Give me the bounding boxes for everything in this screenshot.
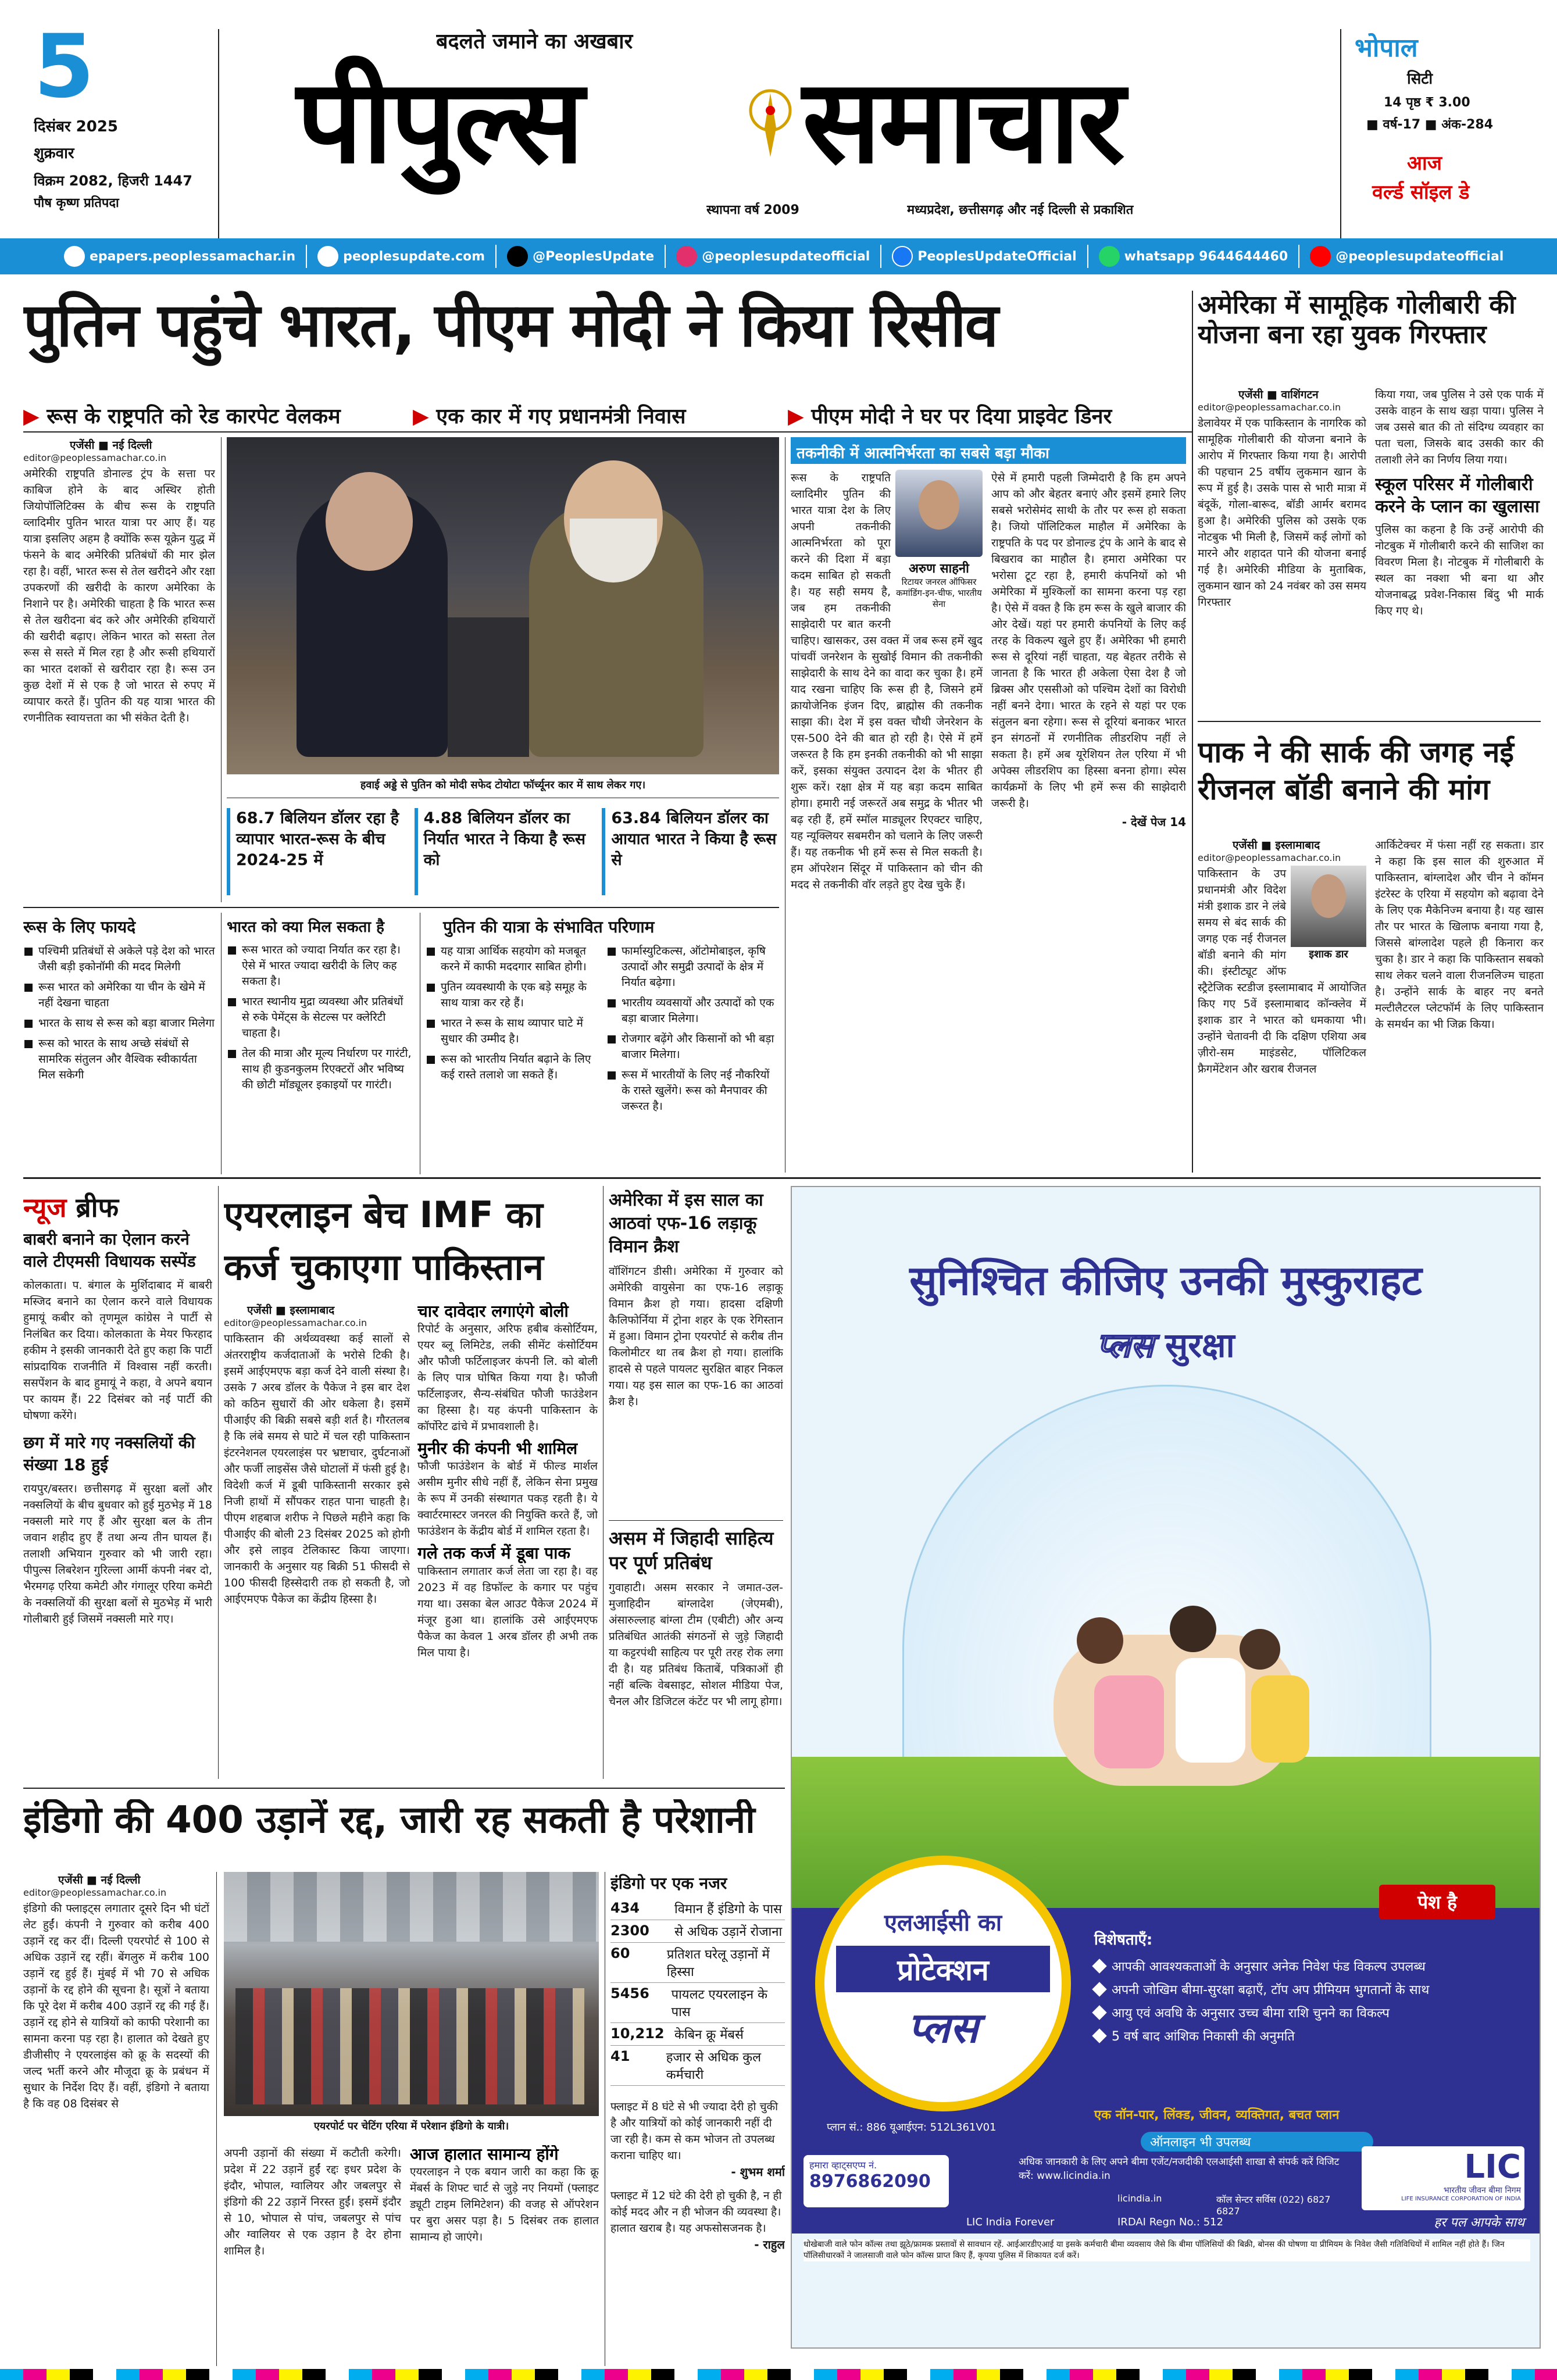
outcome-item: भारतीय व्यवसायों और उत्पादों को एक बड़ा बाजार मिलेगा। — [606, 995, 779, 1027]
ad-disclaimer: धोखेबाजी वाले फोन कॉल्स तथा झूठे/फ्रामक प्रस्तावों से सावधान रहें. आईआरडीएआई या इसके कर्मचारी बीमा व्यवसाय जैसे कि बीमा पॉलिसियों की बिक्री, बोनस की घोषणा या प्रीमियम के निवेश जैसी गतिविधियों में शामिल नहीं होते हैं। जिन पॉलिसीधारकों ने जालसाजी वाले फोन कॉल्स प्राप्त किए हैं, कृपया पुलिस में शिकायत दर्ज करें। — [804, 2239, 1530, 2261]
pak-imf-email: editor@peoplessamachar.co.in — [224, 1317, 367, 1328]
india-gain-title: भारत को क्या मिल सकता है — [227, 919, 384, 936]
indigo-fact-box — [610, 1872, 785, 2093]
ad-feature: 5 वर्ष बाद आंशिक निकासी की अनुमति — [1094, 2027, 1524, 2045]
youtube-icon — [1310, 246, 1331, 267]
outcome-item: यह यात्रा आर्थिक सहयोग को मजबूत करने में काफी मददगार साबित होगी। — [426, 944, 598, 975]
date-block — [34, 23, 208, 233]
outcome-item: रोजगार बढ़ेंगे और किसानों को भी बड़ा बाजार मिलेगा। — [606, 1031, 779, 1063]
ad-feature: आयु एवं अवधि के अनुसार उच्च बीमा राशि चुनने का विकल्प — [1094, 2004, 1524, 2021]
news-brief — [23, 1189, 212, 1782]
newspaper-title — [279, 52, 1372, 198]
indigo-fact-row: 60 प्रतिशत घरेलू उड़ानों में हिस्सा — [610, 1943, 785, 1983]
ad-website[interactable]: licindia.in — [1117, 2193, 1162, 2204]
brief-1-body: कोलकाता। प. बंगाल के मुर्शिदाबाद में बाबरी मस्जिद बनाने का ऐलान करने वाले विधायक हुमायूं कबीर को तृणमूल कांग्रेस ने पार्टी से निलंबित कर दिया। कोलकाता के मेयर फिरहाद हकीम ने इसकी जानकारी देते हुए कहा कि पार्टी सांप्रदायिक राजनीति में विश्वास नहीं करती। ससपेंशन के बाद हुमायूं ने कहा, वे अपने बयान पर कायम हैं। 22 दिसंबर को नई पार्टी की घोषणा करेंगे। — [23, 1279, 212, 1422]
interview-col-2 — [991, 470, 1186, 1167]
ad-online: ऑनलाइन भी उपलब्ध — [1141, 2132, 1373, 2152]
outcome-item: रूस को भारतीय निर्यात बढ़ाने के लिए कई रास्ते तलाशे जा सकते हैं। — [426, 1052, 598, 1083]
pen-logo-icon — [738, 87, 802, 163]
date-day: 5 — [34, 23, 95, 117]
ishaq-dar-caption: इशाक डार — [1309, 948, 1348, 960]
lic-name: भारतीय जीवन बीमा निगम — [1443, 2186, 1521, 2195]
indigo-subhead: आज हालात सामान्य होंगे — [410, 2145, 559, 2164]
indigo-fact-row: 434 विमान हैं इंडिगो के पास — [610, 1897, 785, 1920]
usa-story-col2 — [1375, 387, 1544, 764]
indigo-photo — [224, 1872, 599, 2116]
indigo-dateline: एजेंसी ■ नई दिल्ली — [58, 1874, 141, 1886]
registration-strip — [0, 2369, 1557, 2380]
ad-headline: सुनिश्चित कीजिए उनकी मुस्कुराहट — [909, 1257, 1422, 1305]
pak-saarc-dateline: एजेंसी ■ इस्लामाबाद — [1233, 839, 1320, 852]
pak-imf-headline: एयरलाइन बेच IMF का कर्ज चुकाएगा पाकिस्तान — [224, 1193, 544, 1288]
pak-imf-dateline: एजेंसी ■ इस्लामाबाद — [247, 1304, 335, 1317]
protection-plus-badge — [815, 1856, 1071, 2111]
indigo-fact-row: 5456 पायलट एयरलाइन के पास — [610, 1983, 785, 2023]
outcome-item: रूस में भारतीयों के लिए नई नौकरियों के रास्ते खुलेंगे। रूस को मैनपावर की जरूरत है। — [606, 1067, 779, 1114]
whatsapp-icon — [1099, 246, 1120, 267]
stat-1: 68.7 बिलियन डॉलर रहा है व्यापार भारत-रूस के बीच 2024-25 में — [227, 808, 404, 895]
usa-story — [1198, 387, 1366, 764]
globe-icon — [64, 246, 85, 267]
usa-subhead: स्कूल परिसर में गोलीबारी करने के प्लान का खुलासा — [1375, 474, 1540, 517]
pak-saarc-col1 — [1198, 837, 1366, 1174]
ad-tagline: हर पल आपके साथ — [1434, 2215, 1524, 2230]
masthead — [0, 0, 1557, 265]
ad-feature: अपनी जोखिम बीमा-सुरक्षा बढ़ाएँ, टॉप अप प्रीमियम भुगतानों के साथ — [1094, 1981, 1524, 1998]
ad-whatsapp-no[interactable]: 8976862090 — [809, 2171, 931, 2192]
outcome-title: पुतिन की यात्रा के संभावित परिणाम — [443, 917, 655, 937]
pages-price: 14 पृष्ठ ₹ 3.00 — [1384, 95, 1470, 110]
lic-advertisement — [791, 1186, 1541, 2349]
indigo-col1 — [23, 1872, 209, 2366]
news-brief-label-a: न्यूज — [23, 1192, 67, 1223]
indigo-col2 — [224, 2145, 401, 2366]
indigo-sub-body: एयरलाइन ने एक बयान जारी का कहा कि क्रू मेंबर्स के शिफ्ट चार्ट से जुड़े नए नियमों (फ्लाइट ड्यूटी टाइम लिमिटेशन) की वजह से ऑपरेशन पर बुरा असर पड़ा है। 5 दिसंबर तक हालात सामान्य हो जाएंगे। — [410, 2165, 599, 2244]
pak-saarc-col2 — [1375, 837, 1544, 1174]
lic-logo: LIC भारतीय जीवन बीमा निगम LIFE INSURANCE CORPORATION OF INDIA — [1362, 2146, 1524, 2210]
stat-2: 4.88 बिलियन डॉलर का निर्यात भारत ने किया है रूस को — [415, 808, 592, 895]
interview-col-1 — [791, 470, 983, 1167]
ad-irdai: IRDAI Regn No.: 512 — [1117, 2216, 1224, 2228]
ad-info-text: अधिक जानकारी के लिए अपने बीमा एजेंट/नजदीकी एलआईसी शाखा से संपर्क करें विजिट करें: www.licindia.in — [1019, 2156, 1340, 2182]
pak-saarc-email: editor@peoplessamachar.co.in — [1198, 852, 1341, 863]
pak-saarc-body-1: पाकिस्तान के उप प्रधानमंत्री और विदेश मंत्री इशाक डार ने लंबे समय से बंद सार्क की जगह एक नई रीजनल बॉडी बनाने की मांग की। इंस्टीट्यूट ऑफ स्ट्रैटेजिक स्टडीज इस्लामाबाद में आयोजित किए गए 5वें इस्लामाबाद कॉन्क्लेव में इशाक डार ने भारत को धमकाया भी। उन्होंने चेतावनी दी कि दक्षिण एशिया अब ज़ीरो-सम माइंडसेट, पॉलिटिकल फ्रैगमेंटेशन और खराब रीजनल — [1198, 867, 1366, 1075]
lead-body: अमेरिकी राष्ट्रपति डोनाल्ड ट्रंप के सत्ता पर काबिज होने के बाद अस्थिर होती जियोपॉलिटिक्स के बीच रूस के राष्ट्रपति व्लादिमीर पुतिन भारत यात्रा पर आए हैं। यह यात्रा इसलिए अहम है क्योंकि रूस यूक्रेन युद्ध में फंसने के बाद अमेरिकी प्रतिबंधों की मार झेल रहा है। वहीं, भारत रूस से तेल खरीदने और रक्षा उपकरणों की खरीदी के कारण अमेरिका के निशाने पर है। अमेरिकी चाहता है कि भारत रूस से तेल खरीदना बंद करे और अमेरिकी हथियारों की खरीदी बढ़ाए। लेकिन भारत को सस्ता तेल रूस से सस्ते में मिल रहा है और रूसी हथियारों का भारत दशकों से खरीदार रहा है। रूस उन कुछ देशों में से एक है जो भारत से रुपए में व्यापार करते हैं। पुतिन की यह यात्रा भारत की रणनीतिक स्वायत्तता का भी संकेत देती है। — [23, 467, 215, 724]
usa-dateline: एजेंसी ■ वाशिंगटन — [1238, 388, 1319, 401]
brief-2-body: रायपुर/बस्तर। छत्तीसगढ़ में सुरक्षा बलों और नक्सलियों के बीच बुधवार को हुई मुठभेड़ में 18 नक्सली मारे गए हैं और सुरक्षा बल के तीन जवान शहीद हुए हैं तथा अन्य तीन घायल हैं। तलाशी अभियान गुरुवार को भी जारी रहा। पीपुल्स लिबरेशन गुरिल्ला आर्मी कंपनी नंबर दो, भैरमगढ़ एरिया कमेटी और गंगालूर एरिया कमेटी के नक्सलियों की सुरक्षा बलों से मुठभेड़ में भारी गोलीबारी हुई जिसमें नक्सली मारे गए। — [23, 1482, 212, 1625]
facebook-icon — [892, 246, 913, 267]
edition-block — [1355, 29, 1547, 238]
russia-benefit-item: पश्चिमी प्रतिबंधों से अकेले पड़े देश को भारत जैसी बड़ी इकोनॉमी की मदद मिलेगी — [23, 944, 215, 975]
social-youtube[interactable]: @peoplesupdateofficial — [1310, 246, 1504, 267]
interview-body-2: ऐसे में हमारी पहली जिम्मेदारी है कि हम अपने आप को और बेहतर बनाएं और इसमें हमारे लिए सबसे भरोसेमंद साथी के तौर पर रूस हो सकता है। जियो पॉलिटिकल माहौल में अमेरिका के राष्ट्रपति के पद पर डोनाल्ड ट्रंप के आने के बाद से बिखराव का माहौल है। हमारा अमेरिका पर भरोसा टूट रहा है, हमारी कंपनियों को भी अमेरिका में मुश्किलों का सामना करना पड़ रहा है। ऐसे में वक्त है कि हम रूस के खुले बाजार की ओर देखें। यहां पर हमारी कंपनियों के लिए कई तरह के विकल्प खुले हुए हैं। अमेरिका भी हमारी रूस से दूरियां नहीं चाहता, यह बेहतर तरीके से जानता है कि भारत ही अकेला ऐसा देश है जो ब्रिक्स और एससीओ को पश्चिम देशों का विरोधी नहीं बनने देगा। भारत के रहने से यहां पर एक संतुलन बना रहेगा। रूस से दूरियां बनाकर भारत इन संगठनों में रणनीतिक लीडरशिप नहीं ले सकता है। हमें अब यूरेशियन तेल एरिया में भी अपेक्स लीडरशिप का हिस्सा बनना होगा। स्पेस कार्यक्रमों के लिए भी हमें रूस की साझेदारी जरूरी है। — [991, 471, 1186, 810]
interviewee-designation: रिटायर जनरल ऑफिसर कमांडिंग-इन-चीफ, भारतीय सेना — [896, 577, 982, 609]
paksh: पौष कृष्ण प्रतिपदा — [34, 196, 119, 210]
x-icon — [507, 246, 528, 267]
established: स्थापना वर्ष 2009 — [706, 203, 799, 217]
pak-imf-body: पाकिस्तान की अर्थव्यवस्था कई सालों से अंतरराष्ट्रीय कर्जदाताओं के भरोसे टिकी है। इसमें आईएमएफ बड़ा कर्ज देने वाली संस्था है। उसके 7 अरब डॉलर के पैकेज ने इस बार देश को कठिन सुधारों की ओर धकेला है। इसमें पीआईए की बिक्री सबसे बड़ी शर्त है। गौरतलब है कि लंबे समय से घाटे में चल रही पाकिस्तान इंटरनेशनल एयरलाइंस पर भ्रष्टाचार, दुर्घटनाओं और फर्जी लाइसेंस जैसे घोटालों में फंसी हुई है। विदेशी कर्ज में डूबी पाकिस्तानी सरकार इसे निजी हाथों में सौंपकर राहत पाना चाहती है। पीएम शहबाज शरीफ ने पिछले महीने कहा कि पीआईए की बोली 23 दिसंबर 2025 को होगी और इसे लाइव टेलिकास्ट किया जाएगा। जानकारी के अनुसार यह बिक्री 51 फीसदी से 100 फीसदी हिस्सेदारी तक हो सकती है, जो आईएमएफ पैकेज का केंद्रीय हिस्सा है। — [224, 1332, 410, 1606]
pak-imf-sub-3: गले तक कर्ज में डूबा पाक — [417, 1543, 570, 1563]
badge-mid: प्रोटेक्शन — [836, 1946, 1050, 1992]
ad-features-title: विशेषताएँ: — [1094, 1931, 1153, 1949]
india-gain-item: रूस भारत को ज्यादा निर्यात कर रहा है। ऐसे में भारत ज्यादा खरीदी के लिए कह सकता है। — [227, 942, 413, 989]
lead-subhead-2: ▶ एक कार में गए प्रधानमंत्री निवास — [413, 405, 686, 428]
indigo-col3 — [410, 2145, 599, 2366]
russia-benefit-item: रूस भारत को अमेरिका या चीन के खेमे में नहीं देखना चाहता — [23, 980, 215, 1011]
passenger-quote: फ्लाइट में 8 घंटे से भी ज्यादा देरी हो चुकी है और यात्रियों को कोई जानकारी नहीं दी जा रही है। कम से कम भोजन तो उपलब्ध कराना चाहिए था। - शुभम शर्मा — [610, 2100, 785, 2179]
ad-plan-line: एक नॉन-पार, लिंक्ड, जीवन, व्यक्तिगत, बचत प्लान — [1094, 2108, 1340, 2122]
indigo-quotes — [610, 2099, 785, 2366]
russia-benefit-item: भारत के साथ से रूस को बड़ा बाजार मिलेगा — [23, 1016, 215, 1031]
pak-imf-sub-3-body: पाकिस्तान लगातार कर्ज लेता जा रहा है। वह 2023 में वह डिफॉल्ट के कगार पर पहुंच गया था। उसका बेल आउट पैकेज 2024 में मंजूर हुआ था। हालांकि उसे आईएमएफ पैकेज का केवल 1 अरब डॉलर ही अभी तक मिल पाया है। — [417, 1564, 598, 1659]
badge-bottom: प्लस — [908, 2003, 979, 2052]
social-website[interactable]: peoplesupdate.com — [317, 246, 485, 267]
ad-sub-security: सुरक्षा — [1165, 1325, 1235, 1365]
instagram-icon — [676, 246, 697, 267]
brief-2-title: छग में मारे गए नक्सलियों की संख्या 18 हुई — [23, 1433, 195, 1474]
f16-story — [609, 1189, 783, 1514]
social-facebook[interactable]: PeoplesUpdateOfficial — [892, 246, 1076, 267]
russia-benefits — [23, 916, 215, 1171]
outcome-item: फार्मास्युटिकल्स, ऑटोमोबाइल, कृषि उत्पादों और समुद्री उत्पादों के क्षेत्र में निर्यात बढ़ेगा। — [606, 944, 779, 991]
usa-body-2: किया गया, जब पुलिस ने उसे एक पार्क में उसके वाहन के साथ खड़ा पाया। पुलिस ने जब उससे बात की तो संदिग्ध व्यवहार का पता चला, जिसके बाद उसकी कार की तलाशी लेने का निर्णय लिया गया। — [1375, 388, 1544, 466]
india-gain-item: तेल की मात्रा और मूल्य निर्धारण पर गारंटी, साथ ही कुडनकुलम रिएक्टरों और भविष्य की छोटी मॉड्यूलर इकाइयों पर गारंटी। — [227, 1046, 413, 1093]
assam-story — [609, 1526, 783, 1782]
family-illustration — [902, 1385, 1431, 1908]
usa-sub-body: पुलिस का कहना है कि उन्हें आरोपी की नोटबुक में गोलीबारी करने की साजिश का विवरण मिला है। नोटबुक में गोलीबारी के स्थल का नक्शा भी बना था और योजनाबद्ध प्रवेश-निकास बिंदु भी मार्क किए गए थे। — [1375, 523, 1544, 617]
social-bar — [0, 238, 1557, 274]
social-whatsapp[interactable]: whatsapp 9644644460 — [1099, 246, 1288, 267]
title-right: समाचार — [802, 54, 1123, 190]
pak-imf-col2 — [417, 1302, 598, 1779]
social-epaper[interactable]: epapers.peoplessamachar.in — [64, 246, 295, 267]
samvat: विक्रम 2082, हिजरी 1447 — [34, 173, 192, 189]
indigo-box-title: इंडिगो पर एक नजर — [610, 1874, 727, 1893]
globe-icon — [317, 246, 338, 267]
outcome-item: पुतिन व्यवस्थायी के एक बड़े समूह के साथ यात्रा कर रहे हैं। — [426, 980, 598, 1011]
lead-email: editor@peoplessamachar.co.in — [23, 452, 167, 463]
india-gains — [227, 916, 413, 1171]
ad-whatsapp-label: हमारा व्हाट्सएप्प नं. — [809, 2160, 877, 2171]
interview-continued: - देखें पेज 14 — [1122, 815, 1186, 829]
title-left: पीपुल्स — [297, 54, 582, 190]
year-issue: ■ वर्ष-17 ■ अंक-284 — [1366, 117, 1494, 132]
pak-saarc-body-2: आर्किटेक्चर में फंसा नहीं रह सकता। डार ने कहा कि इस साल की शुरुआत में पाकिस्तान, बांग्लादेश और चीन ने कॉमन इंटरेस्ट के एरिया में सहयोग को बढ़ावा देने के लिए एक मैकेनिज्म बनाया है। यह खास तौर पर भारत के खिलाफ बनाया गया है, जिससे बांग्लादेश पहले ही किनारा कर चुका है। डार ने कहा कि पाकिस्तान सबको साथ लेकर चलने वाला रीजनलिज्म चाहता है। उन्होंने सार्क के बाहर नए बनते मल्टीलैटरल प्लेटफॉर्म के लिए पाकिस्तान के समर्थन का भी जिक्र किया। — [1375, 839, 1544, 1031]
lead-subhead-1: ▶ रूस के राष्ट्रपति को रेड कारपेट वेलकम — [23, 405, 341, 428]
stat-3: 63.84 बिलियन डॉलर का आयात भारत ने किया है रूस से — [602, 808, 779, 895]
pak-imf-sub-1: चार दावेदार लगाएंगे बोली — [417, 1302, 569, 1321]
f16-headline: अमेरिका में इस साल का आठवां एफ-16 लड़ाकू विमान क्रैश — [609, 1190, 763, 1257]
lead-headline: पुतिन पहुंचे भारत, पीएम मोदी ने किया रिसीव — [23, 291, 998, 360]
lead-photo — [227, 437, 779, 774]
indigo-body: इंडिगो की फ्लाइट्स लगातार दूसरे दिन भी घंटों लेट हुईं। कंपनी ने गुरुवार को करीब 400 उड़ानें रद्द कर दीं। दिल्ली एयरपोर्ट से 100 से अधिक उड़ानें रद्द रहीं। बेंगलुरु में करीब 100 उड़ानें रद्द हुई हैं। मुंबई में भी 70 से अधिक उड़ानों के रद्द होने की सूचना है। सूत्रों ने बताया कि पूरे देश में करीब 400 उड़ानें रद्द की गई हैं। उड़ानें रद्द होने से यात्रियों को काफी परेशानी का सामना करना पड़ रहा है। हालात को देखते हुए डीजीसीए ने एयरलाइंस को क्रू के सदस्यों की जल्द भर्ती करने और मौजूदा क्रू के प्रबंधन में सुधार के निर्देश दिए हैं। वहीं, इंडिगो ने बताया है कि वह 08 दिसंबर से — [23, 1902, 209, 2110]
usa-headline: अमेरिका में सामूहिक गोलीबारी की योजना बना रहा युवक गिरफ्तार — [1198, 291, 1516, 349]
lead-dateline: एजेंसी ■ नई दिल्ली — [70, 439, 152, 452]
outcome-item: भारत ने रूस के साथ व्यापार घाटे में सुधार की उम्मीद है। — [426, 1016, 598, 1047]
city: भोपाल — [1355, 33, 1418, 63]
visit-outcomes — [426, 916, 779, 1171]
lead-photo-caption: हवाई अड्डे से पुतिन को मोदी सफेद टोयोटा फॉर्च्यूनर कार में साथ लेकर गए। — [360, 779, 646, 791]
assam-body: गुवाहाटी। असम सरकार ने जमात-उल-मुजाहिदीन बांग्लादेश (जेएमबी), अंसारुल्लाह बांग्ला टीम (एबीटी) और अन्य प्रतिबंधित आतंकी संगठनों से जुड़े जिहादी या कट्टरपंथी साहित्य पर पूरी तरह रोक लगा दी है। यह प्रतिबंध किताबें, पत्रिकाओं ही नहीं बल्कि वेबसाइट, सोशल मीडिया पेज, चैनल और डिजिटल कंटेंट पर भी लागू होगा। — [609, 1581, 783, 1708]
indigo-headline: इंडिगो की 400 उड़ानें रद्द, जारी रह सकती है परेशानी — [23, 1799, 755, 1842]
published-from: मध्यप्रदेश, छत्तीसगढ़ और नई दिल्ली से प्रकाशित — [907, 203, 1134, 217]
usa-body-1: डेलावेयर में एक पाकिस्तान के नागरिक को सामूहिक गोलीबारी की योजना बनाने के आरोप में गिरफ्तार किया गया है। आरोपी की पहचान 25 वर्षीय लुकमान खान के रूप में हुई है। उसके पास से भारी मात्रा में बंदूकें, गोला-बारूद, बॉडी आर्मर बरामद हुआ है। अमेरिकी पुलिस को उसके एक नोटबुक भी मिली है, जिसमें कई लोगों को मारने और शहादत पाने की योजना बनाई गई है। अमेरिकी मीडिया के मुताबिक, लुकमान खान को 24 नवंबर को उस समय गिरफ्तार — [1198, 417, 1366, 609]
ishaq-dar-photo — [1291, 866, 1366, 947]
assam-headline: असम में जिहादी साहित्य पर पूर्ण प्रतिबंध — [609, 1527, 774, 1574]
stats-row — [227, 808, 779, 895]
ad-contact-line: कॉल सेन्टर सर्विस (022) 6827 6827 — [1216, 2194, 1331, 2217]
ad-presents: पेश है — [1379, 1885, 1495, 1920]
interviewee-photo — [895, 470, 983, 557]
pak-imf-sub-1-body: रिपोर्ट के अनुसार, अरिफ हबीब कंसोर्टियम, एयर ब्लू लिमिटेड, लकी सीमेंट कंसोर्टियम और फौजी फर्टिलाइजर कंपनी लि. को बोली के लिए पात्र घोषित किया गया है। फौजी फर्टिलाइजर, सैन्य-संबंधित फौजी फाउंडेशन का हिस्सा है। यह कंपनी पाकिस्तान के कॉर्पोरेट ढांचे में प्रभावशाली है। — [417, 1323, 598, 1434]
russia-benefit-title: रूस के लिए फायदे — [23, 917, 136, 937]
today-day: वर्ल्ड सॉइल डे — [1372, 181, 1470, 204]
indigo-fact-row: 10,212 केबिन क्रू मेंबर्स — [610, 2023, 785, 2046]
pak-saarc-headline: पाक ने की सार्क की जगह नई रीजनल बॉडी बनाने की मांग — [1198, 735, 1514, 806]
badge-top: एलआईसी का — [884, 1910, 1002, 1936]
interviewee-name: अरुण साहनी — [909, 562, 969, 576]
lic-name-en: LIFE INSURANCE CORPORATION OF INDIA — [1401, 2196, 1521, 2202]
social-instagram[interactable]: @peoplesupdateofficial — [676, 246, 870, 267]
india-gain-item: भारत स्थानीय मुद्रा व्यवस्था और प्रतिबंधों से रुके पेमेंट्स के सेटल्स पर क्लेरिटी चाहता है। — [227, 994, 413, 1041]
social-x[interactable]: @PeoplesUpdate — [507, 246, 654, 267]
lead-column-1 — [23, 437, 215, 902]
ad-feature: आपकी आवश्यकताओं के अनुसार अनेक निवेश फंड विकल्प उपलब्ध — [1094, 1957, 1524, 1975]
ad-follow: LIC India Forever — [966, 2216, 1055, 2228]
indigo-fact-row: 2300 से अधिक उड़ानें रोजाना — [610, 1920, 785, 1943]
today-label: आज — [1407, 152, 1442, 175]
lead-subhead-3: ▶ पीएम मोदी ने घर पर दिया प्राइवेट डिनर — [788, 405, 1112, 428]
edition: सिटी — [1407, 70, 1433, 88]
indigo-photo-caption: एयरपोर्ट पर चेटिंग एरिया में परेशान इंडिगो के यात्री। — [313, 2120, 509, 2132]
ad-sub-plus: प्लस — [1097, 1325, 1154, 1365]
usa-email: editor@peoplessamachar.co.in — [1198, 402, 1341, 413]
ad-plan-no: प्लान सं.: 886 यूआईएन: 512L361V01 — [827, 2121, 997, 2134]
pak-imf-col1 — [224, 1302, 410, 1779]
f16-body: वॉशिंगटन डीसी। अमेरिका में गुरुवार को अमेरिकी वायुसेना का एफ-16 लड़ाकू विमान क्रैश हो गया। हादसा दक्षिणी कैलिफोर्निया में ट्रोना शहर के एक रेगिस्तान में हुआ। विमान ट्रोना एयरपोर्ट से करीब तीन किलोमीटर था तब क्रैश हो गया। हालांकि हादसे से पहले पायलट सुरक्षित बाहर निकल गया। यह इस साल का एफ-16 का आठवां क्रैश है। — [609, 1265, 783, 1408]
passenger-quote: फ्लाइट में 12 घंटे की देरी हो चुकी है, न ही कोई मदद और न ही भोजन की व्यवस्था है। हालात खराब है। यह अफसोसजनक है। - राहुल — [610, 2189, 785, 2252]
indigo-email: editor@peoplessamachar.co.in — [23, 1887, 167, 1898]
date-month: दिसंबर 2025 — [34, 118, 119, 135]
interview-body-1: रूस के राष्ट्रपति व्लादिमीर पुतिन की भारत यात्रा देश के लिए अपनी तकनीकी आत्मनिर्भरता को पूरा करने की दिशा में बड़ा कदम साबित हो सकती है। यह सही समय है, जब हम तकनीकी साझेदारी पर बात करनी चाहिए। खासकर, उस वक्त में जब रूस हमें खुद पांचवीं जनरेशन के सुखोई विमान की तकनीकी साझेदारी के साथ देने का वादा कर चुका है। हमें याद रखना चाहिए कि रूस ही है, जिसने हमें क्रायोजेनिक इंजन दिए, ब्राह्मोस की तकनीक साझा की। देश में इस वक्त चौथी जेनरेशन के एस-500 देने की बात हो रही है। ऐसे में हमें जरूरत है कि हम इनकी तकनीकी को भी साझा करें, इसका संयुक्त उत्पादन देश के भीतर ही शुरू करें। रक्षा क्षेत्र में यह बड़ा कदम साबित होगा। हमारी नई जरूरतें अब समुद्र के भीतर भी बढ़ रही हैं, हमें स्मॉल माड्यूलर रिएक्टर चाहिए, यह न्यूक्लियर सबमरीन को चलाने के लिए जरूरी हैं। यह तकनीक भी हमें रूस से मिल सकती है। हम ऑपरेशन सिंदूर में पाकिस्तान को चीन की मदद से तकनीकी वॉर लड़ते हुए देख चुके हैं। — [791, 471, 983, 891]
pak-imf-sub-2-body: फौजी फाउंडेशन के बोर्ड में फील्ड मार्शल असीम मुनीर सीधे नहीं हैं, लेकिन सेना प्रमुख के रूप में उनकी संस्थागत पकड़ रहती है। ये क्वार्टरमास्टर जनरल की नियुक्ति करते हैं, जो फाउंडेशन के केंद्रीय बोर्ड में शामिल रहता है। — [417, 1460, 598, 1538]
tagline: बदलते जमाने का अखबार — [436, 30, 633, 53]
brief-1-title: बाबरी बनाने का ऐलान करने वाले टीएमसी विधायक सस्पेंड — [23, 1230, 196, 1271]
indigo-body-2: अपनी उड़ानों की संख्या में कटौती करेगी। प्रदेश में 22 उड़ानें हुईं रद्दः इधर प्रदेश के इंदौर, भोपाल, ग्वालियर और जबलपुर से इंडिगो की 22 उड़ानें निरस्त हुईं। इसमें इंदौर से 10, भोपाल से पांच, जबलपुर से पांच और ग्वालियर से एक उड़ान है देर होना शामिल है। — [224, 2147, 401, 2257]
weekday: शुक्रवार — [34, 145, 74, 162]
indigo-fact-row: 41 हजार से अधिक कुल कर्मचारी — [610, 2046, 785, 2086]
interview-banner: तकनीकी में आत्मनिर्भरता का सबसे बड़ा मौका — [791, 437, 1186, 464]
news-brief-label-b: ब्रीफ — [76, 1192, 119, 1223]
russia-benefit-item: रूस को भारत के साथ अच्छे संबंधों से सामरिक संतुलन और वैश्विक स्वीकार्यता मिल सकेगी — [23, 1036, 215, 1083]
pak-imf-sub-2: मुनीर की कंपनी भी शामिल — [417, 1439, 578, 1459]
